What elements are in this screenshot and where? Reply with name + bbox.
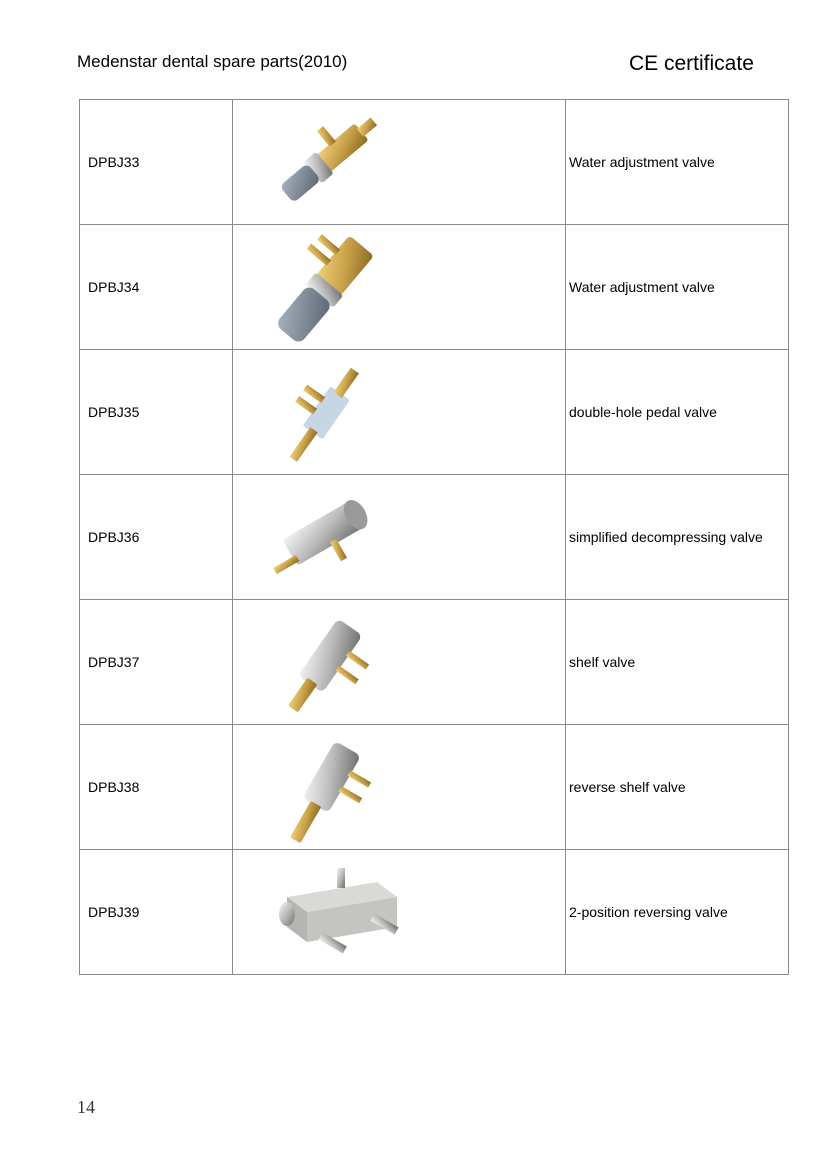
- product-image-cell: [233, 600, 566, 725]
- product-image-cell: [233, 350, 566, 475]
- simplified-decompressing-valve-icon: [247, 477, 407, 597]
- part-description: Water adjustment valve: [566, 225, 789, 350]
- product-image-cell: [233, 725, 566, 850]
- part-code: DPBJ36: [80, 475, 233, 600]
- product-image-cell: [233, 850, 566, 975]
- page-number: 14: [77, 1097, 95, 1117]
- table-row: [80, 850, 789, 975]
- reverse-shelf-valve-icon: [247, 727, 407, 847]
- product-image-cell: [233, 225, 566, 350]
- table-row: [80, 225, 789, 350]
- shelf-valve-icon: [247, 602, 407, 722]
- part-description: shelf valve: [566, 600, 789, 725]
- part-description: 2-position reversing valve: [566, 850, 789, 975]
- part-description: double-hole pedal valve: [566, 350, 789, 475]
- part-code: DPBJ37: [80, 600, 233, 725]
- part-description: simplified decompressing valve: [566, 475, 789, 600]
- part-code: DPBJ33: [80, 100, 233, 225]
- double-hole-pedal-valve-icon: [247, 352, 407, 472]
- certificate-label: CE certificate: [629, 52, 754, 75]
- part-description: Water adjustment valve: [566, 100, 789, 225]
- product-image-cell: [233, 100, 566, 225]
- 2-position-reversing-valve-icon: [247, 852, 427, 972]
- table-row: [80, 350, 789, 475]
- table-row: [80, 100, 789, 225]
- table-row: [80, 725, 789, 850]
- parts-table: [79, 99, 789, 975]
- part-code: DPBJ35: [80, 350, 233, 475]
- part-code: DPBJ34: [80, 225, 233, 350]
- part-code: DPBJ39: [80, 850, 233, 975]
- table-row: [80, 475, 789, 600]
- part-code: DPBJ38: [80, 725, 233, 850]
- water-adjustment-valve-hex-icon: [247, 227, 407, 347]
- part-description: reverse shelf valve: [566, 725, 789, 850]
- product-image-cell: [233, 475, 566, 600]
- table-row: [80, 600, 789, 725]
- water-adjustment-valve-icon: [247, 102, 407, 222]
- document-title: Medenstar dental spare parts(2010): [77, 52, 348, 71]
